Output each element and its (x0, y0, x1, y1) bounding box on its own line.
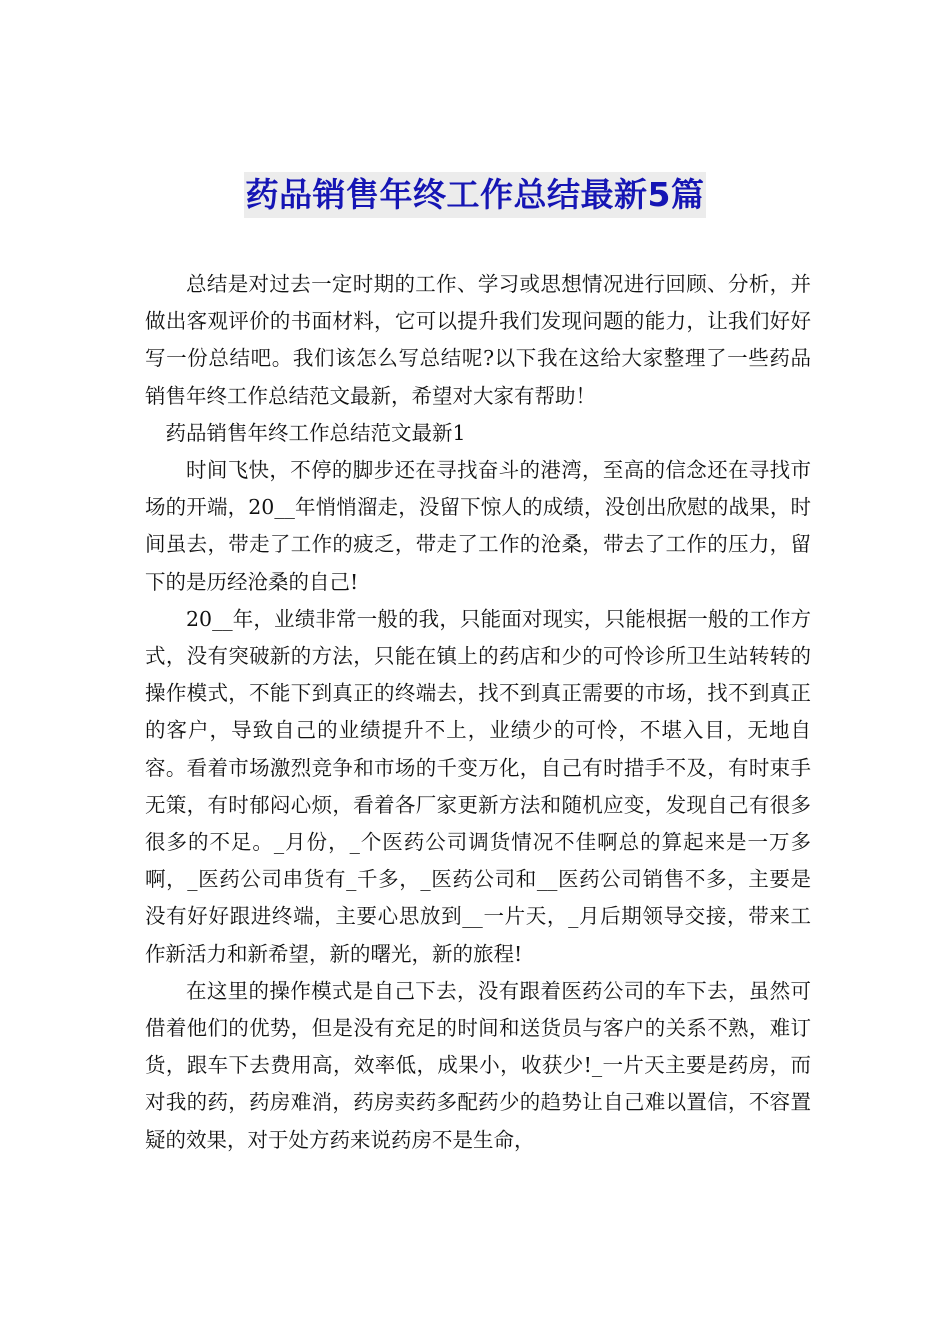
title-container (0, 172, 950, 218)
body-paragraph-3: 在这里的操作模式是自己下去，没有跟着医药公司的车下去，虽然可借着他们的优势，但是没有充足的时间和送货员与客户的关系不熟，难订货，跟车下去费用高，效率低，成果小，收获少!_一片天主要是药房，而对我的药，药房难消，药房卖药多配药少的趋势让自己难以置信，不容置疑的效果，对于处方药来说药房不是生命， (145, 978, 811, 1152)
document-body (145, 266, 811, 1159)
intro-paragraph: 总结是对过去一定时期的工作、学习或思想情况进行回顾、分析，并做出客观评价的书面材料，它可以提升我们发现问题的能力，让我们好好写一份总结吧。我们该怎么写总结呢?以下我在这给大家整理了一些药品销售年终工作总结范文最新，希望对大家有帮助！ (145, 272, 811, 408)
section-heading: 药品销售年终工作总结范文最新1 (165, 420, 466, 445)
document-title: 药品销售年终工作总结最新5篇 (244, 172, 707, 218)
body-paragraph-1: 时间飞快，不停的脚步还在寻找奋斗的港湾，至高的信念还在寻找市场的开端，20__年悄悄溜走，没留下惊人的成绩，没创出欣慰的战果，时间虽去，带走了工作的疲乏，带走了工作的沧桑，带去了工作的压力，留下的是历经沧桑的自己! (145, 458, 811, 594)
body-paragraph-2: 20__年，业绩非常一般的我，只能面对现实，只能根据一般的工作方式，没有突破新的方法，只能在镇上的药店和少的可怜诊所卫生站转转的操作模式，不能下到真正的终端去，找不到真正需要的市场，找不到真正的客户，导致自己的业绩提升不上，业绩少的可怜，不堪入目，无地自容。看着市场激烈竞争和市场的千变万化，自己有时措手不及，有时束手无策，有时郁闷心烦，看着各厂家更新方法和随机应变，发现自己有很多很多的不足。_月份，_个医药公司调货情况不佳啊总的算起来是一万多啊，_医药公司串货有_千多，_医药公司和__医药公司销售不多，主要是没有好好跟进终端，主要心思放到__一片天，_月后期领导交接，带来工作新活力和新希望，新的曙光，新的旅程! (145, 606, 811, 966)
